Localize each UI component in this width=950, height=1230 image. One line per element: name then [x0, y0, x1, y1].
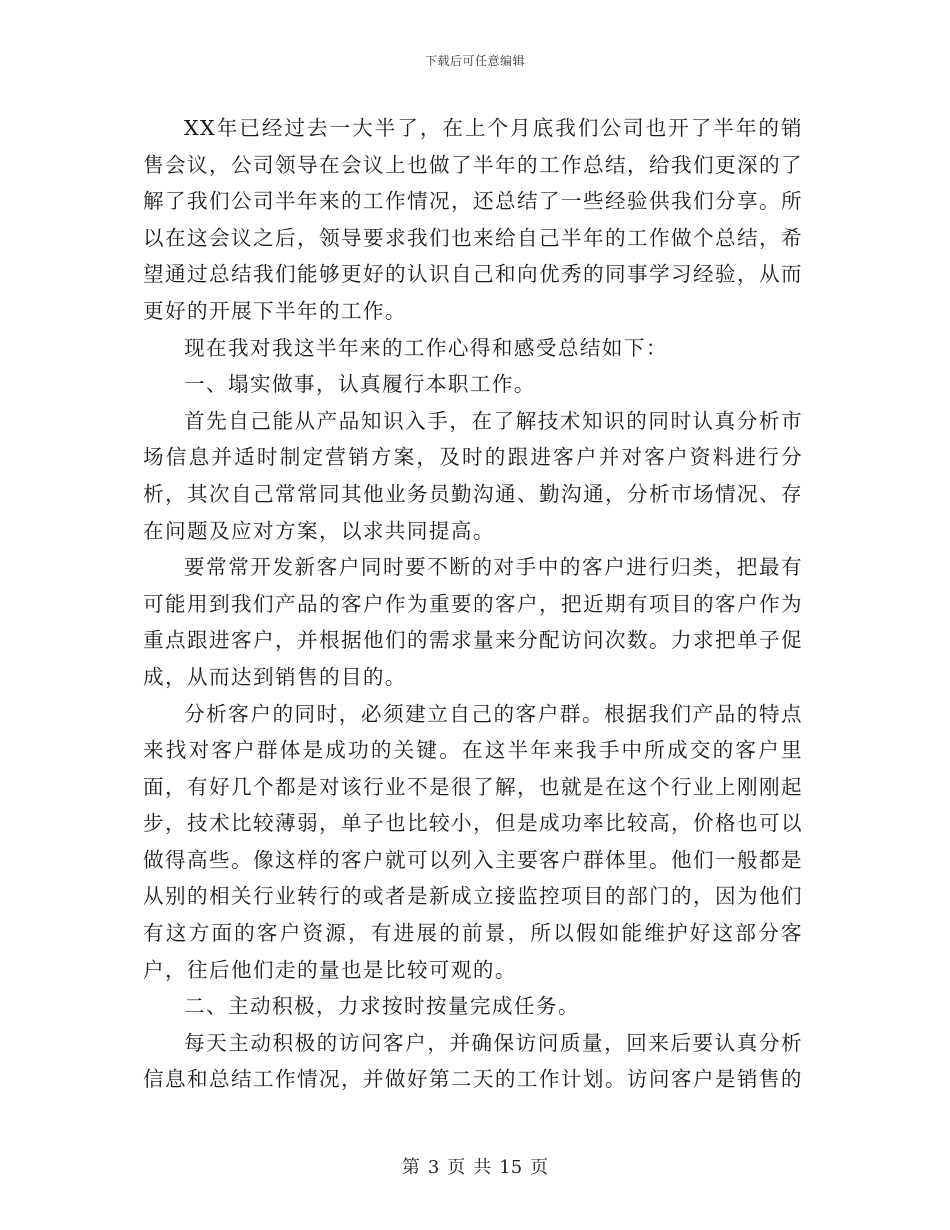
- page-unit: 页: [447, 1157, 466, 1178]
- total-pages: 15: [499, 1157, 523, 1178]
- section-heading-1: 一、塌实做事，认真履行本职工作。: [184, 372, 536, 397]
- total-unit: 页: [530, 1157, 549, 1178]
- paragraph-daily-visits: 每天主动积极的访问客户，并确保访问质量，回来后要认真分析信息和总结工作情况，并做好第二天的工作计划。访问客户是销售的: [143, 1030, 803, 1092]
- paragraph-new-clients: 要常常开发新客户同时要不断的对手中的客户进行归类，把最有可能用到我们产品的客户作为重要的客户，把近期有项目的客户作为重点跟进客户，并根据他们的需求量来分配访问次数。力求把单子促成，从而达到销售的目的。: [143, 555, 803, 689]
- page-number: 3: [427, 1157, 440, 1178]
- paragraph-client-groups: 分析客户的同时，必须建立自己的客户群。根据我们产品的特点来找对客户群体是成功的关键。在这半年来我手中所成交的客户里面，有好几个都是对该行业不是很了解，也就是在这个行业上刚刚起步，技术比较薄弱，单子也比较小，但是成功率比较高，价格也可以做得高些。像这样的客户就可以列入主要客户群体里。他们一般都是从别的相关行业转行的或者是新成立接监控项目的部门的，因为他们有这方面的客户资源，有进展的前景，所以假如能维护好这部分客户，往后他们走的量也是比较可观的。: [143, 701, 803, 982]
- paragraph-intro: XX年已经过去一大半了，在上个月底我们公司也开了半年的销售会议，公司领导在会议上也做了半年的工作总结，给我们更深的了解了我们公司半年来的工作情况，还总结了一些经验供我们分享。所以在这会议之后，领导要求我们也来给自己半年的工作做个总结，希望通过总结我们能够更好的认识自己和向优秀的同事学习经验，从而更好的开展下半年的工作。: [143, 116, 803, 323]
- header-note: 下载后可任意编辑: [424, 54, 525, 68]
- section-heading-2: 二、主动积极，力求按时按量完成任务。: [184, 994, 580, 1019]
- paragraph-product-knowledge: 首先自己能从产品知识入手，在了解技术知识的同时认真分析市场信息并适时制定营销方案，及时的跟进客户并对客户资料进行分析，其次自己常常同其他业务员勤沟通、勤沟通，分析市场情况、存在问题及应对方案，以求共同提高。: [143, 408, 803, 543]
- document-body: [143, 110, 803, 1098]
- paragraph-summary-lead: 现在我对我这半年来的工作心得和感受总结如下：: [184, 335, 668, 360]
- total-label: 共: [473, 1157, 492, 1178]
- page-footer: [0, 1153, 950, 1179]
- page-label: 第: [401, 1157, 420, 1178]
